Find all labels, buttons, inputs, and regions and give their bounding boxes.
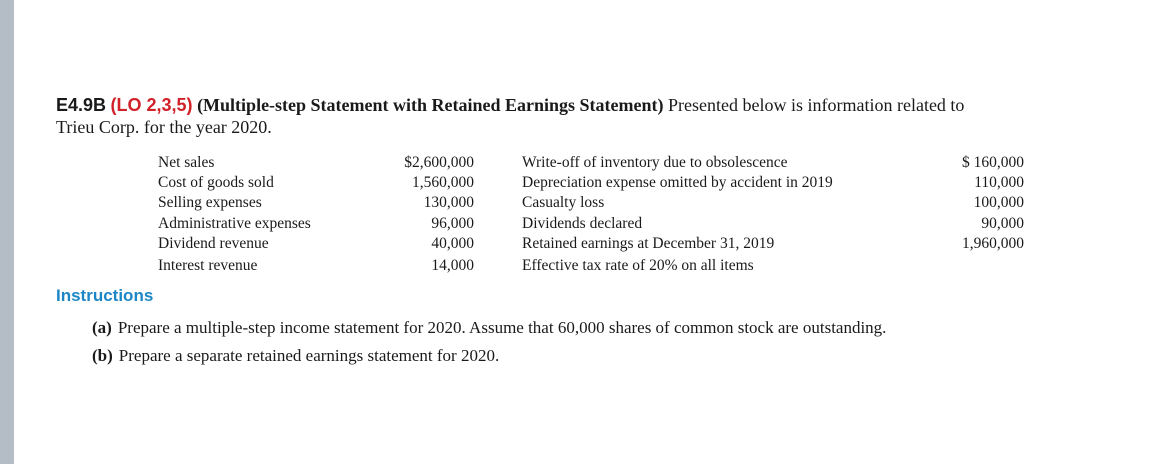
left-labels bbox=[158, 153, 311, 276]
list-item: Interest revenue bbox=[158, 256, 258, 274]
value-cell: 40,000 bbox=[431, 234, 474, 252]
value-cell: 100,000 bbox=[973, 194, 1024, 212]
instruction-text: Prepare a multiple-step income statement for 2020. Assume that 60,000 shares of common stock are outstanding. bbox=[117, 318, 887, 337]
list-item: Casualty loss bbox=[522, 194, 605, 212]
value-cell: $ 160,000 bbox=[962, 154, 1024, 171]
instruction-item-a bbox=[92, 318, 886, 338]
left-values bbox=[360, 153, 474, 276]
instruction-marker: (a) bbox=[92, 318, 112, 337]
value-cell: 1,960,000 bbox=[962, 234, 1024, 252]
list-item: Administrative expenses bbox=[158, 214, 311, 232]
list-item: Depreciation expense omitted by accident in 2019 bbox=[522, 174, 833, 192]
learning-objectives: (LO 2,3,5) bbox=[110, 95, 193, 115]
instructions-heading: Instructions bbox=[56, 286, 154, 305]
value-cell: 14,000 bbox=[431, 256, 474, 274]
left-margin-bar bbox=[0, 0, 14, 464]
right-values bbox=[910, 153, 1024, 254]
exercise-intro: Presented below is information related to bbox=[668, 95, 965, 115]
instruction-text: Prepare a separate retained earnings statement for 2020. bbox=[118, 346, 500, 365]
list-item: Net sales bbox=[158, 154, 215, 171]
exercise-number: E4.9B bbox=[56, 95, 107, 115]
list-item: Write-off of inventory due to obsolescence bbox=[522, 154, 788, 171]
list-item: Selling expenses bbox=[158, 194, 262, 212]
exercise-header bbox=[56, 94, 1146, 138]
list-item: Dividend revenue bbox=[158, 234, 269, 252]
list-item: Dividends declared bbox=[522, 214, 643, 232]
value-cell: 1,560,000 bbox=[412, 174, 474, 192]
value-cell: $2,600,000 bbox=[404, 154, 474, 171]
list-item: Cost of goods sold bbox=[158, 174, 274, 192]
instruction-marker: (b) bbox=[92, 346, 113, 365]
instruction-item-b bbox=[92, 346, 499, 366]
value-cell: 130,000 bbox=[423, 194, 474, 212]
value-cell: 110,000 bbox=[974, 174, 1024, 192]
exercise-title: (Multiple-step Statement with Retained Earnings Statement) bbox=[197, 95, 664, 115]
list-item: Retained earnings at December 31, 2019 bbox=[522, 234, 775, 252]
value-cell: 90,000 bbox=[981, 214, 1024, 232]
right-labels bbox=[522, 153, 833, 276]
list-item: Effective tax rate of 20% on all items bbox=[522, 256, 754, 274]
exercise-intro-line2: Trieu Corp. for the year 2020. bbox=[56, 117, 272, 137]
value-cell: 96,000 bbox=[431, 214, 474, 232]
